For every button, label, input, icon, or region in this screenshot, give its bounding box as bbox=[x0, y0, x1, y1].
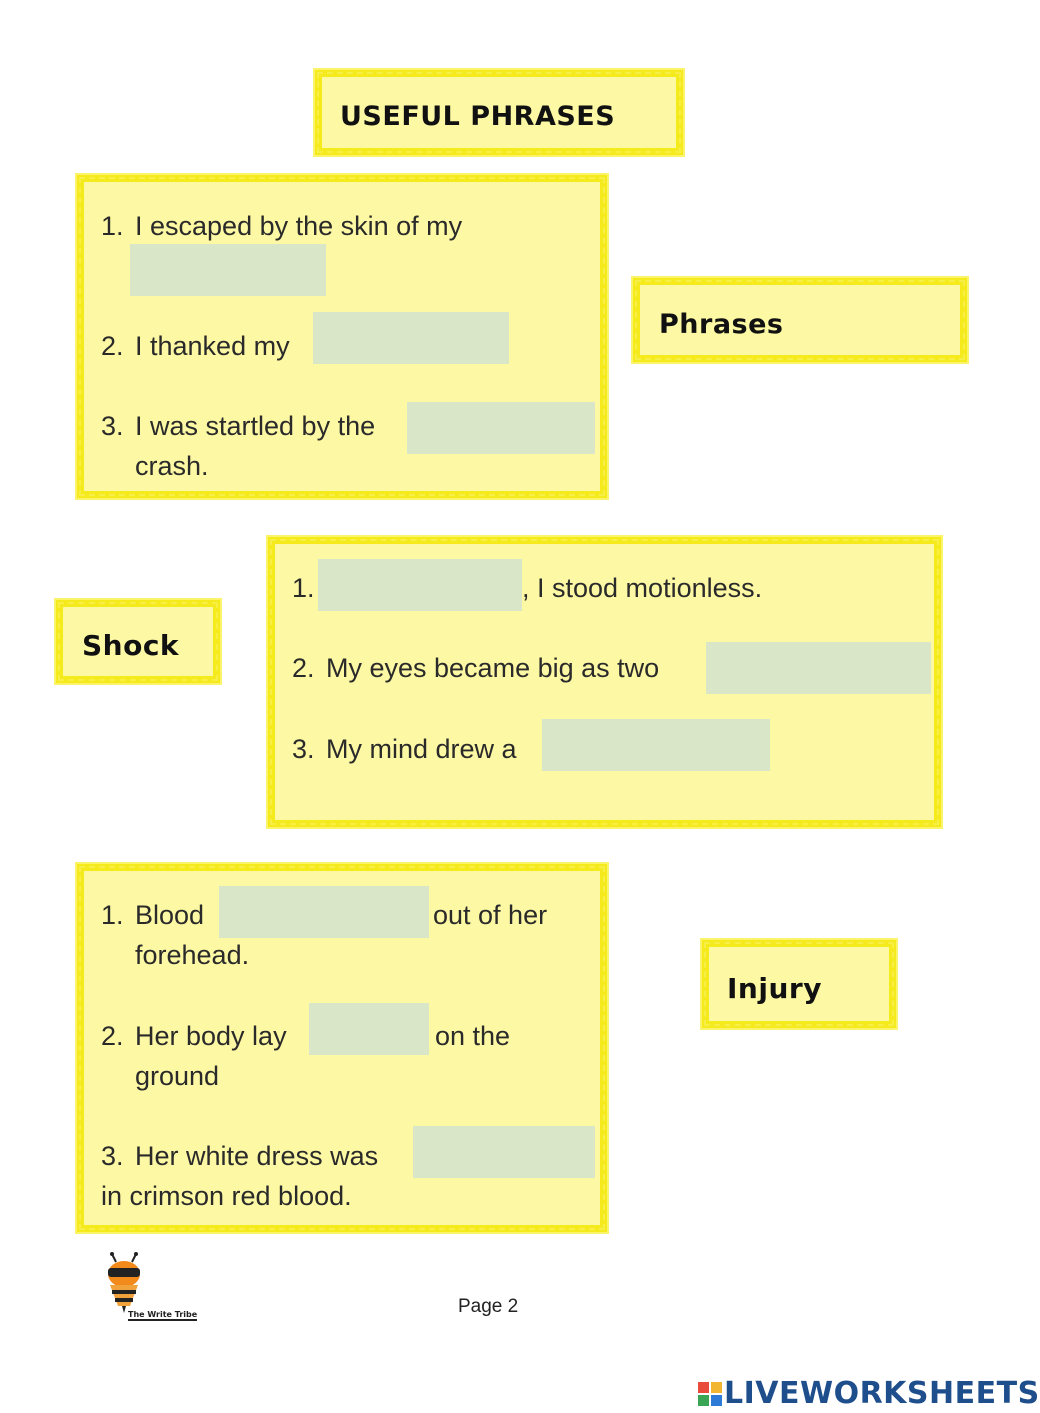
phrases-item-2-text: I thanked my bbox=[135, 331, 290, 361]
logo-text: The Write Tribe bbox=[128, 1310, 198, 1319]
phrases-item-3-text: I was startled by the bbox=[135, 411, 376, 441]
injury-item-2-cont: ground bbox=[135, 1061, 220, 1091]
phrases-item-3-num: 3. bbox=[101, 411, 124, 441]
injury-item-3-cont: in crimson red blood. bbox=[101, 1181, 352, 1211]
injury-item-3-num: 3. bbox=[101, 1141, 124, 1171]
phrases-item-2-blank[interactable] bbox=[313, 312, 509, 364]
injury-label: Injury bbox=[727, 972, 822, 1005]
injury-item-2-blank[interactable] bbox=[309, 1003, 429, 1055]
injury-label-box bbox=[702, 940, 896, 1028]
shock-exercise-box bbox=[268, 537, 941, 827]
shock-item-1-text: , I stood motionless. bbox=[522, 573, 763, 603]
injury-item-2-after: on the bbox=[435, 1021, 511, 1051]
phrases-item-3-cont: crash. bbox=[135, 451, 209, 481]
watermark-text: LIVEWORKSHEETS bbox=[724, 1376, 1040, 1411]
shock-item-1-blank[interactable] bbox=[318, 559, 522, 611]
injury-item-1-blank[interactable] bbox=[219, 886, 429, 938]
injury-exercise-box bbox=[77, 864, 607, 1232]
header-title-box bbox=[315, 70, 683, 155]
shock-item-3-num: 3. bbox=[292, 734, 315, 764]
injury-item-1-num: 1. bbox=[101, 900, 124, 930]
shock-item-3-blank[interactable] bbox=[542, 719, 770, 771]
bee-icon bbox=[100, 1252, 148, 1314]
injury-item-2-text: Her body lay bbox=[135, 1021, 287, 1051]
injury-item-1-cont: forehead. bbox=[135, 940, 250, 970]
phrases-exercise-box bbox=[77, 175, 607, 498]
phrases-label: Phrases bbox=[659, 309, 784, 340]
shock-item-2-num: 2. bbox=[292, 653, 315, 683]
injury-item-1-text: Blood bbox=[135, 900, 205, 930]
injury-item-2-num: 2. bbox=[101, 1021, 124, 1051]
phrases-item-1-blank[interactable] bbox=[130, 244, 326, 296]
shock-item-3-text: My mind drew a bbox=[326, 734, 517, 764]
shock-item-2-text: My eyes became big as two bbox=[326, 653, 660, 683]
phrases-label-box bbox=[633, 278, 967, 362]
phrases-item-2-num: 2. bbox=[101, 331, 124, 361]
page-number: Page 2 bbox=[458, 1296, 519, 1317]
phrases-item-1-text: I escaped by the skin of my bbox=[135, 211, 463, 241]
injury-item-1-after: out of her bbox=[433, 900, 548, 930]
shock-item-2-blank[interactable] bbox=[706, 642, 931, 694]
shock-item-1-num: 1. bbox=[292, 573, 315, 603]
injury-item-3-blank[interactable] bbox=[413, 1126, 595, 1178]
phrases-item-1-num: 1. bbox=[101, 211, 124, 241]
liveworksheets-logo-icon bbox=[698, 1382, 722, 1406]
injury-item-3-text: Her white dress was bbox=[135, 1141, 379, 1171]
phrases-item-3-blank[interactable] bbox=[407, 402, 595, 454]
shock-label: Shock bbox=[82, 629, 180, 662]
page-title: USEFUL PHRASES bbox=[340, 101, 616, 132]
liveworksheets-watermark[interactable] bbox=[698, 1376, 1040, 1411]
write-tribe-logo bbox=[98, 1252, 208, 1327]
shock-label-box bbox=[56, 600, 220, 683]
